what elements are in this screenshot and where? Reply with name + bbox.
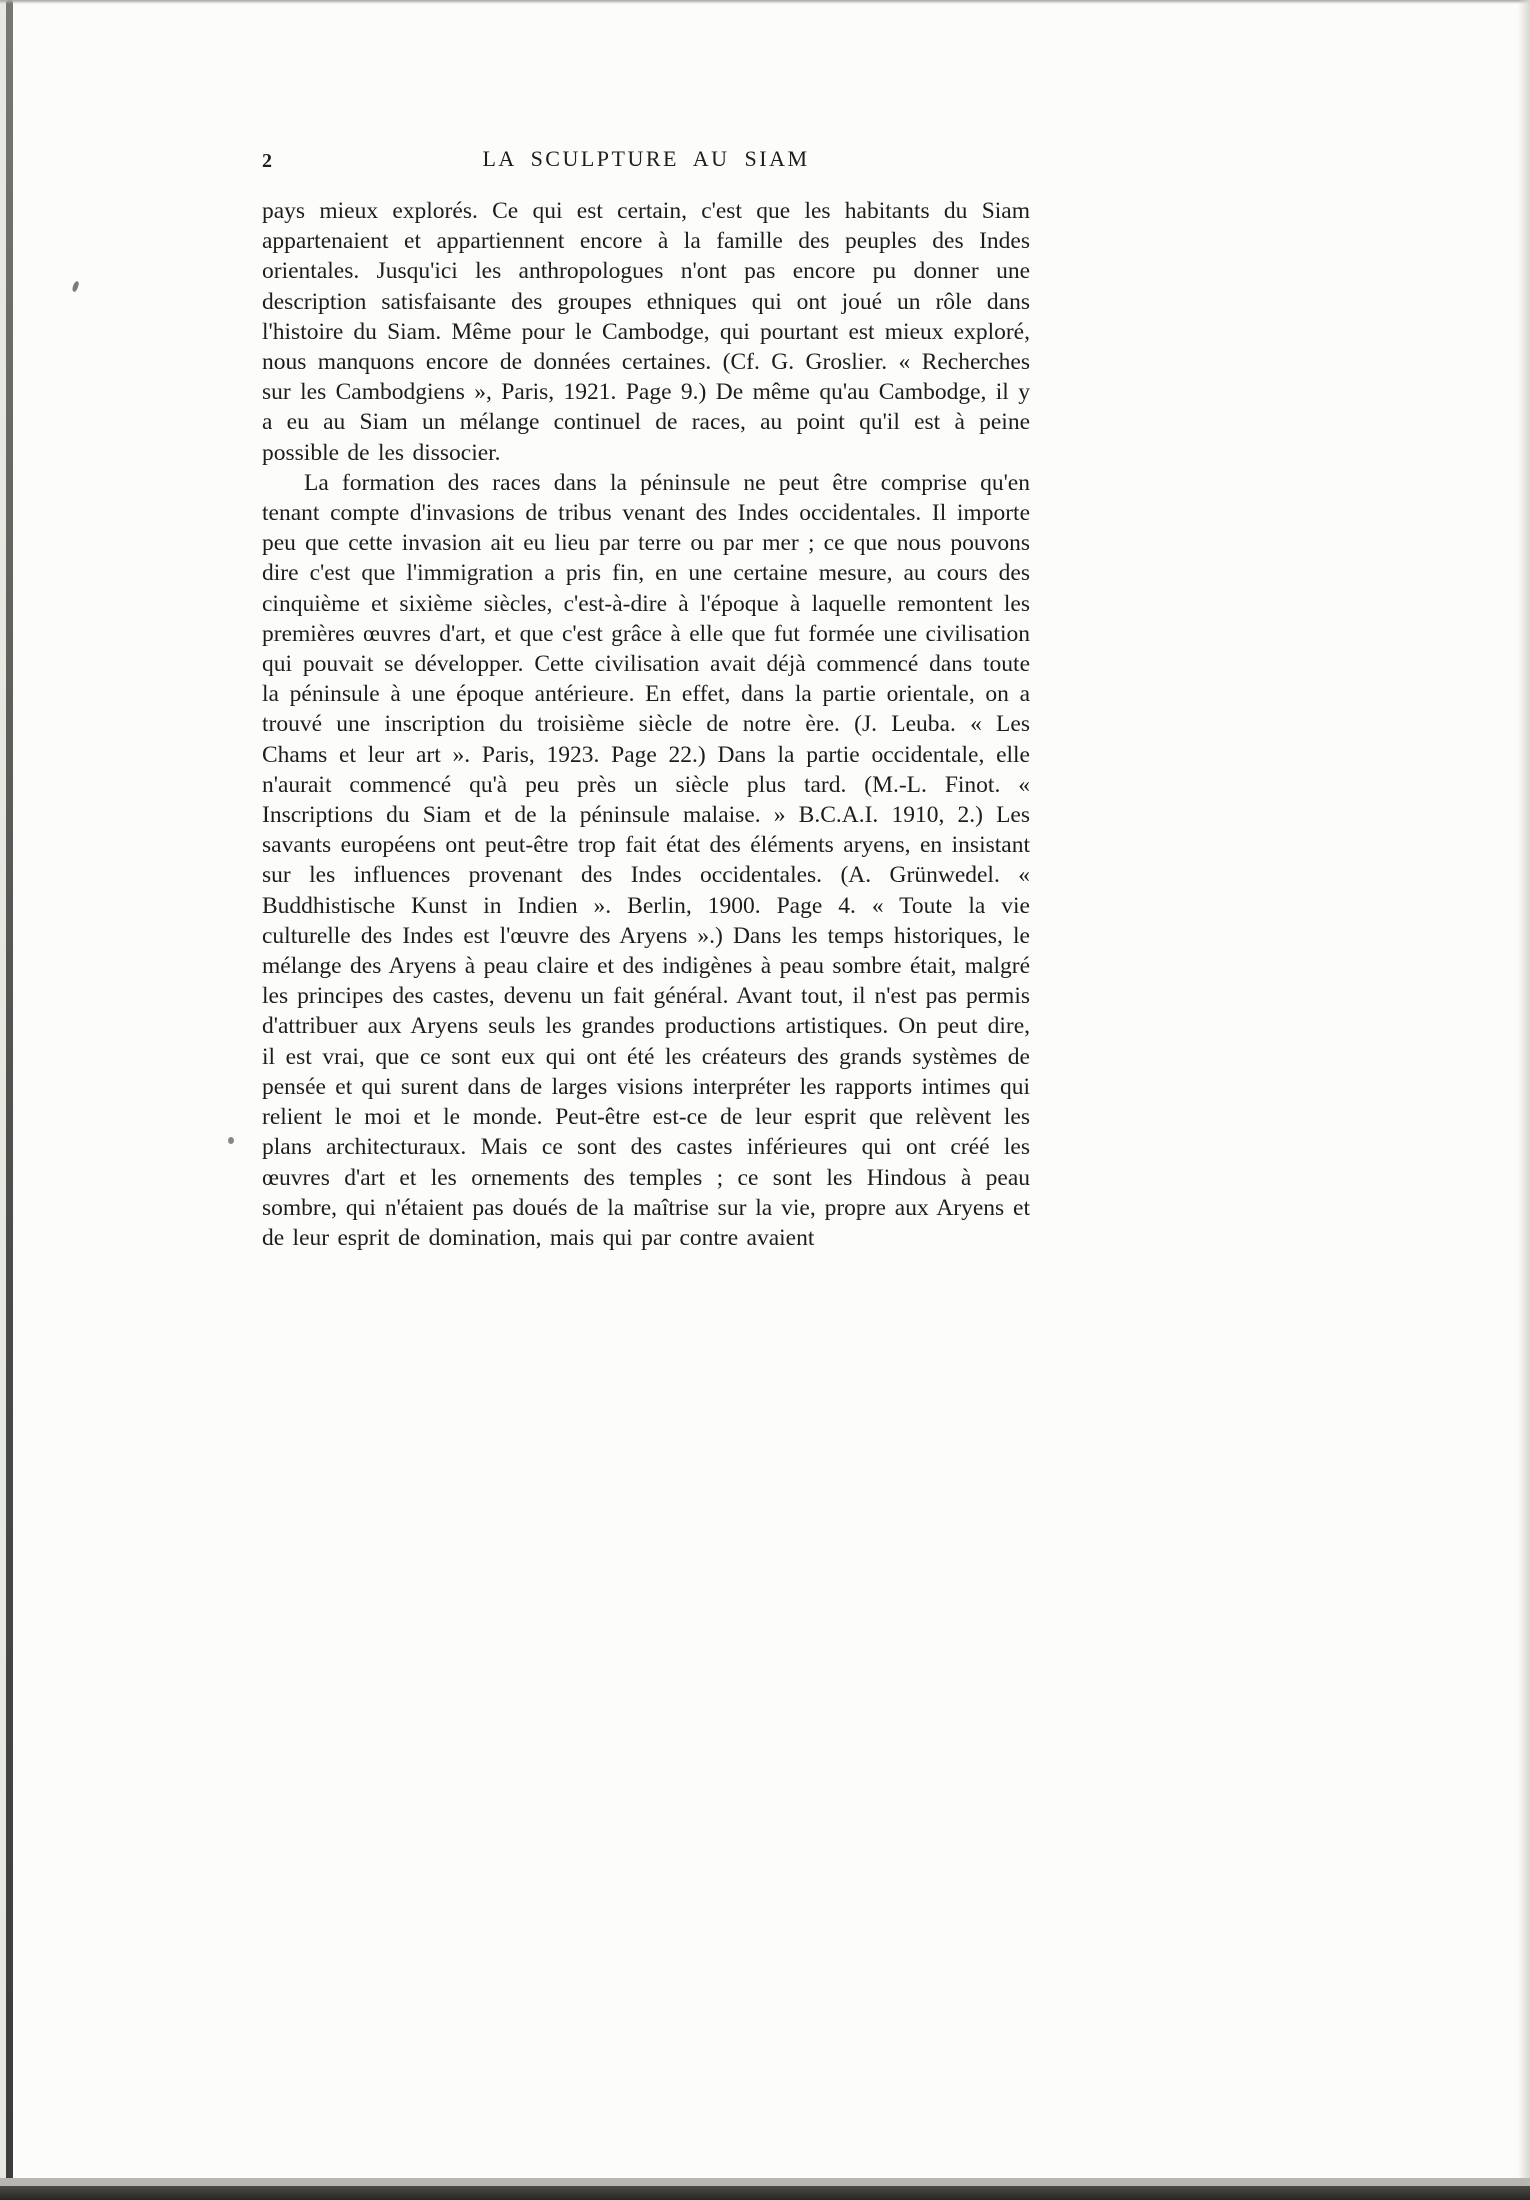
scan-top-edge bbox=[0, 0, 1530, 4]
scan-bottom-edge bbox=[0, 2186, 1530, 2200]
scan-speck bbox=[71, 280, 79, 292]
scan-right-edge bbox=[1518, 0, 1530, 2200]
scan-left-edge bbox=[6, 0, 13, 2200]
scan-bottom-paper-edge bbox=[0, 2178, 1530, 2186]
scan-speck bbox=[228, 1137, 234, 1144]
page-number: 2 bbox=[262, 150, 273, 172]
running-head bbox=[262, 146, 1030, 176]
text-column bbox=[262, 146, 1030, 1253]
paragraph-continuation: pays mieux explorés. Ce qui est certain, c'est que les habitants du Siam appartenaient et appartiennent encore à la famille des peuples des Indes orientales. Jusqu'ici les anthropologues n'ont pas encore pu donner une description satisfaisante des groupes ethniques qui ont joué un rôle dans l'histoire du Siam. Même pour le Cambodge, qui pourtant est mieux exploré, nous manquons encore de données certaines. (Cf. G. Groslier. « Recherches sur les Cambodgiens », Paris, 1921. Page 9.) De même qu'au Cambodge, il y a eu au Siam un mélange continuel de races, au point qu'il est à peine possible de les dissocier. bbox=[262, 198, 1030, 466]
paragraph: La formation des races dans la péninsule ne peut être comprise qu'en tenant compte d'invasions de tribus venant des Indes occidentales. Il importe peu que cette invasion ait eu lieu par terre ou par mer ; ce que nous pouvons dire c'est que l'immigration a pris fin, en une certaine mesure, au cours des cinquième et sixième siècles, c'est-à-dire à l'époque à laquelle remontent les premières œuvres d'art, et que c'est grâce à elle que fut formée une civilisation qui pouvait se développer. Cette civilisation avait déjà commencé dans toute la péninsule à une époque antérieure. En effet, dans la partie orientale, on a trouvé une inscription du troisième siècle de notre ère. (J. Leuba. « Les Chams et leur art ». Paris, 1923. Page 22.) Dans la partie occidentale, elle n'aurait commencé qu'à peu près un siècle plus tard. (M.-L. Finot. « Inscriptions du Siam et de la péninsule malaise. » B.C.A.I. 1910, 2.) Les savants européens ont peut-être trop fait état des éléments aryens, en insistant sur les influences provenant des Indes occidentales. (A. Grünwedel. « Buddhistische Kunst in Indien ». Berlin, 1900. Page 4. « Toute la vie culturelle des Indes est l'œuvre des Aryens ».) Dans les temps historiques, le mélange des Aryens à peau claire et des indigènes à peau sombre était, malgré les principes des castes, devenu un fait général. Avant tout, il n'est pas permis d'attribuer aux Aryens seuls les grandes productions artistiques. On peut dire, il est vrai, que ce sont eux qui ont été les créateurs des grands systèmes de pensée et qui surent dans de larges visions interpréter les rapports intimes qui relient le moi et le monde. Peut-être est-ce de leur esprit que relèvent les plans architecturaux. Mais ce sont des castes inférieures qui ont créé les œuvres d'art et les ornements des temples ; ce sont les Hindous à peau sombre, qui n'étaient pas doués de la maîtrise sur la vie, propre aux Aryens et de leur esprit de domination, mais qui par contre avaient bbox=[262, 469, 1030, 1251]
body-text bbox=[262, 196, 1030, 1253]
running-title: LA SCULPTURE AU SIAM bbox=[482, 146, 810, 171]
